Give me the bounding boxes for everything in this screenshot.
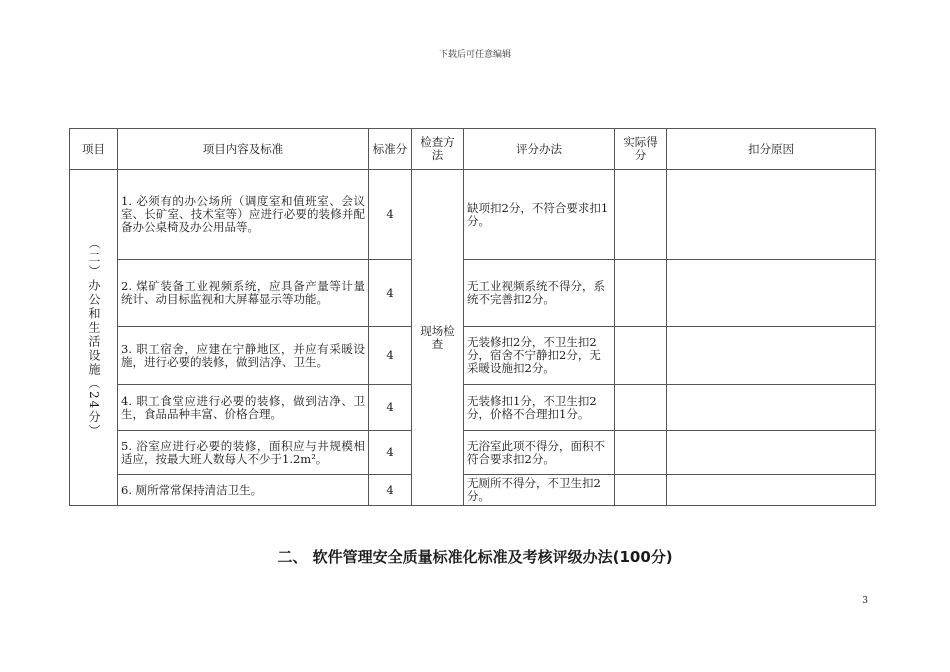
- row-content: 2. 煤矿装备工业视频系统，应具备产量等计量统计、动目标监视和大屏幕显示等功能。: [118, 260, 369, 327]
- row-actual[interactable]: [615, 431, 667, 475]
- row-reason[interactable]: [667, 260, 876, 327]
- method-cell: 现场检查: [412, 170, 464, 506]
- row-reason[interactable]: [667, 327, 876, 385]
- header-content: 项目内容及标准: [118, 129, 369, 170]
- scoring-table: [69, 128, 876, 506]
- table-row: [70, 170, 876, 260]
- row-reason[interactable]: [667, 385, 876, 431]
- table-row: [70, 260, 876, 327]
- header-item: 项目: [70, 129, 118, 170]
- table-row: [70, 431, 876, 475]
- row-rule: 缺项扣2分，不符合要求扣1分。: [464, 170, 615, 260]
- table-row: [70, 385, 876, 431]
- row-rule: 无装修扣1分，不卫生扣2分，价格不合理扣1分。: [464, 385, 615, 431]
- row-rule: 无工业视频系统不得分，系统不完善扣2分。: [464, 260, 615, 327]
- header-score: 标准分: [369, 129, 412, 170]
- table-row: [70, 327, 876, 385]
- page-number: 3: [862, 596, 868, 606]
- row-rule: 无装修扣2分，不卫生扣2分，宿舍不宁静扣2分，无采暖设施扣2分。: [464, 327, 615, 385]
- row-score: 4: [369, 170, 412, 260]
- table-header-row: [70, 129, 876, 170]
- row-actual[interactable]: [615, 475, 667, 506]
- row-score: 4: [369, 475, 412, 506]
- category-cell: [70, 170, 118, 506]
- row-score: 4: [369, 327, 412, 385]
- header-actual: 实际得分: [615, 129, 667, 170]
- row-content: 6. 厕所常常保持清洁卫生。: [118, 475, 369, 506]
- header-rule: 评分办法: [464, 129, 615, 170]
- row-actual[interactable]: [615, 170, 667, 260]
- row-content: 3. 职工宿舍，应建在宁静地区，并应有采暖设施，进行必要的装修，做到洁净、卫生。: [118, 327, 369, 385]
- row-actual[interactable]: [615, 327, 667, 385]
- row-rule: 无厕所不得分，不卫生扣2分。: [464, 475, 615, 506]
- header-note: 下载后可任意编辑: [438, 50, 511, 60]
- header-reason: 扣分原因: [667, 129, 876, 170]
- row-content: 4. 职工食堂应进行必要的装修，做到洁净、卫生，食品品种丰富、价格合理。: [118, 385, 369, 431]
- row-rule: 无浴室此项不得分，面积不符合要求扣2分。: [464, 431, 615, 475]
- row-content: 5. 浴室应进行必要的装修，面积应与井规模相适应，按最大班人数每人不少于1.2m²。: [118, 431, 369, 475]
- row-reason[interactable]: [667, 431, 876, 475]
- row-actual[interactable]: [615, 385, 667, 431]
- row-reason[interactable]: [667, 475, 876, 506]
- row-reason[interactable]: [667, 170, 876, 260]
- row-actual[interactable]: [615, 260, 667, 327]
- header-method: 检查方法: [412, 129, 464, 170]
- row-score: 4: [369, 260, 412, 327]
- row-content: 1. 必须有的办公场所（调度室和值班室、会议室、长矿室、技术室等）应进行必要的装修并配备办公桌椅及办公用品等。: [118, 170, 369, 260]
- category-label: （二）办公和生活设施（24分）: [87, 236, 101, 439]
- section-title: 二、 软件管理安全质量标准化标准及考核评级办法(100分): [277, 548, 673, 566]
- row-score: 4: [369, 385, 412, 431]
- table-row: [70, 475, 876, 506]
- row-score: 4: [369, 431, 412, 475]
